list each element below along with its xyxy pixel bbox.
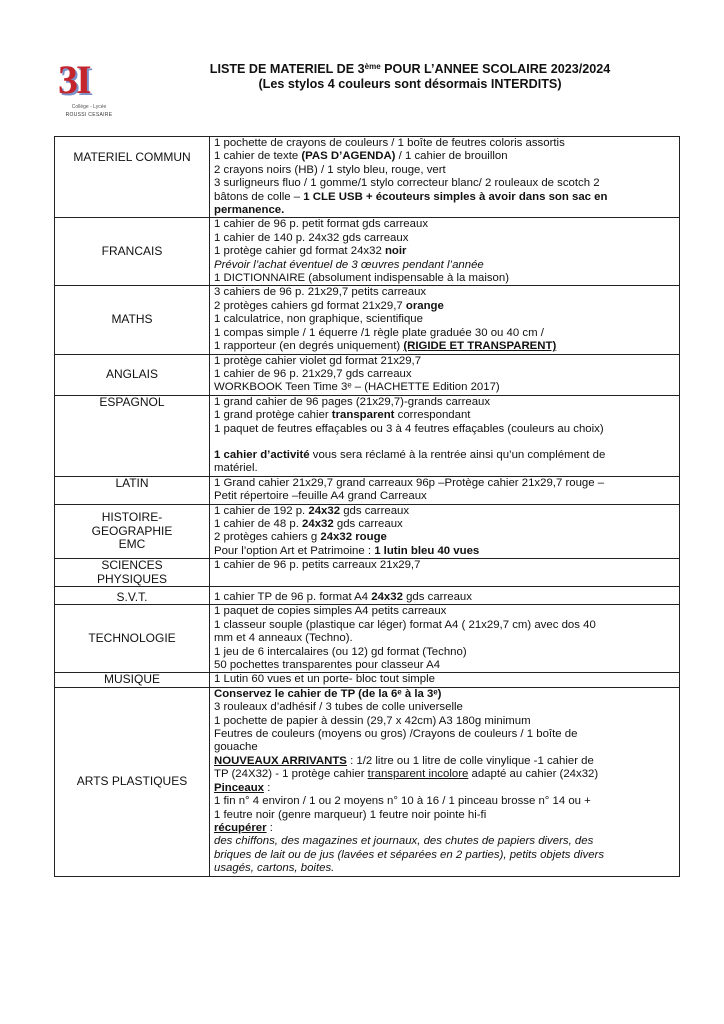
subject-cell [55,395,210,476]
item-line: 1 protège cahier violet gd format 21x29,7 [214,354,422,367]
item-line: 1 cahier de 192 p. 24x32 gds carreaux [214,504,410,517]
subject-cell [55,687,210,876]
item-line: 1 cahier de 140 p. 24x32 gds carreaux [214,231,409,244]
spacer [214,436,675,449]
item-line: gouache [214,741,258,754]
item-line: Petit répertoire –feuille A4 grand Carreaux [214,490,427,503]
item-line: 1 fin n° 4 environ / 1 ou 2 moyens n° 10 à 16 / 1 pinceau brosse n° 14 ou + [214,795,591,808]
item-line: 1 Lutin 60 vues et un porte- bloc tout simple [214,673,435,686]
content-cell [210,395,680,476]
item-line: 3 surligneurs fluo / 1 gomme/1 stylo correcteur blanc/ 2 rouleaux de scotch 2 [214,177,600,190]
table-row [55,605,680,673]
subject-label: TECHNOLOGIE [88,631,176,646]
item-line: 1 cahier de 96 p. petit format gds carreaux [214,218,429,231]
table-row [55,559,680,587]
subject-label: MATHS [111,312,153,327]
item-line: 1 classeur souple (plastique car léger) format A4 ( 21x29,7 cm) avec dos 40 [214,618,596,631]
content-cell [210,605,680,673]
item-line: 1 pochette de crayons de couleurs / 1 boîte de feutres coloris assortis [214,137,565,149]
item-line: 1 paquet de feutres effaçables ou 3 à 4 feutres effaçables (couleurs au choix) [214,422,604,435]
content-cell [210,218,680,286]
item-line: récupérer : [214,821,273,834]
item-line: 1 cahier TP de 96 p. format A4 24x32 gds carreaux [214,591,472,603]
content-cell [210,687,680,876]
page-subtitle: (Les stylos 4 couleurs sont désormais INTERDITS) [258,77,562,91]
title-post: POUR L’ANNEE SCOLAIRE 2023/2024 [380,62,611,76]
item-line: 50 pochettes transparentes pour classeur A4 [214,659,441,672]
subject-label: PHYSIQUES [96,571,168,586]
item-line: 1 paquet de copies simples A4 petits carreaux [214,605,447,618]
title-line [150,62,670,77]
item-line: mm et 4 anneaux (Techno). [214,632,353,645]
item-line: 1 cahier de 48 p. 24x32 gds carreaux [214,517,403,530]
table-row [55,137,680,218]
supplies-table [54,136,680,877]
item-line: 2 protèges cahiers g 24x32 rouge [214,531,387,544]
item-line: Feutres de couleurs (moyens ou gros) /Crayons de couleurs / 1 boîte de [214,728,578,741]
item-line: matériel. [214,462,258,475]
item-line: Pour l’option Art et Patrimoine : 1 lutin bleu 40 vues [214,544,480,557]
subject-cell [55,559,210,587]
item-line: 1 DICTIONNAIRE (absolument indispensable à la maison) [214,272,510,285]
content-cell [210,559,680,587]
subject-cell [55,137,210,218]
item-line: 1 calculatrice, non graphique, scientifique [214,313,423,326]
item-line: 1 feutre noir (genre marqueur) 1 feutre noir pointe hi-fi [214,808,487,821]
content-cell [210,476,680,504]
subject-label: HISTOIRE- [101,510,163,525]
school-logo [56,58,118,128]
item-line: 1 cahier de 96 p. petits carreaux 21x29,7 [214,559,421,572]
content-cell [210,137,680,218]
item-line: 1 grand cahier de 96 pages (21x29,7)-grands carreaux [214,395,491,408]
item-line: Pinceaux : [214,781,271,794]
page-title [150,62,670,92]
item-line: 2 crayons noirs (HB) / 1 stylo bleu, rouge, vert [214,163,446,176]
title-pre: LISTE DE MATERIEL DE 3 [209,62,365,76]
subject-label: ESPAGNOL [99,395,165,409]
item-line: 1 Grand cahier 21x29,7 grand carreaux 96p –Protège cahier 21x29,7 rouge – [214,476,605,489]
subject-label: MUSIQUE [103,672,160,687]
subject-cell [55,605,210,673]
item-line: 3 cahiers de 96 p. 21x29,7 petits carreaux [214,286,427,299]
table-row [55,587,680,605]
item-line: 1 rapporteur (en degrés uniquement) (RIGIDE ET TRANSPARENT) [214,340,557,353]
item-line: briques de lait ou de jus (lavées et séparées en 2 parties), petits objets divers [214,848,605,861]
table-row [55,476,680,504]
subject-label: FRANCAIS [101,244,163,259]
item-line: 1 protège cahier gd format 24x32 noir [214,245,407,258]
table-row [55,673,680,687]
item-line: Prévoir l’achat éventuel de 3 œuvres pendant l’année [214,258,484,271]
subject-label: SCIENCES [101,558,163,573]
subject-cell [55,587,210,605]
item-line: Conservez le cahier de TP (de la 6ᵉ à la 3ᵉ) [214,687,442,700]
logo-line2: ROUSSI CESAIRE [65,112,113,118]
item-line: bâtons de colle – 1 CLE USB + écouteurs simples à avoir dans son sac en [214,190,608,203]
item-line: 2 protèges cahiers gd format 21x29,7 orange [214,299,444,312]
item-line: NOUVEAUX ARRIVANTS : 1/2 litre ou 1 litre de colle vinylique -1 cahier de [214,754,594,767]
item-line: permanence. [214,204,285,217]
content-cell [210,504,680,559]
content-cell [210,587,680,605]
table-row [55,687,680,876]
item-line: 1 cahier de texte (PAS D’AGENDA) / 1 cahier de brouillon [214,150,508,163]
subject-label: MATERIEL COMMUN [73,150,191,164]
table-row [55,218,680,286]
subject-cell [55,286,210,354]
content-cell [210,673,680,687]
subject-cell [55,354,210,395]
subject-cell [55,673,210,687]
content-cell [210,354,680,395]
content-cell [210,286,680,354]
item-line: des chiffons, des magazines et journaux, des chutes de papiers divers, des [214,835,594,848]
subject-cell [55,504,210,559]
table-row [55,354,680,395]
subject-label: S.V.T. [116,590,148,604]
subject-label: ARTS PLASTIQUES [76,773,188,788]
item-line: 1 grand protège cahier transparent correspondant [214,409,471,422]
subject-label: EMC [118,537,146,552]
item-line: 3 rouleaux d’adhésif / 3 tubes de colle universelle [214,701,463,714]
title-sup: ème [364,62,381,71]
logo-line1: Collège - Lycée [71,104,107,110]
table-row [55,504,680,559]
subject-cell [55,218,210,286]
subject-label: LATIN [115,476,149,490]
table-row [55,395,680,476]
item-line: 1 cahier de 96 p. 21x29,7 gds carreaux [214,367,412,380]
subject-label: GEOGRAPHIE [91,523,173,538]
table-row [55,286,680,354]
item-line: 1 compas simple / 1 équerre /1 règle plate graduée 30 ou 40 cm / [214,326,544,339]
item-line: 1 jeu de 6 intercalaires (ou 12) gd format (Techno) [214,645,467,658]
logo-mark: 3I [58,57,90,102]
subject-cell [55,476,210,504]
item-line: usagés, cartons, boites. [214,862,335,875]
item-line: 1 pochette de papier à dessin (29,7 x 42cm) A3 180g minimum [214,714,531,727]
item-line: TP (24X32) - 1 protège cahier transparent incolore adapté au cahier (24x32) [214,768,599,781]
subject-label: ANGLAIS [105,366,159,381]
item-line: WORKBOOK Teen Time 3ᵉ – (HACHETTE Edition 2017) [214,381,500,394]
item-line: 1 cahier d’activité vous sera réclamé à la rentrée ainsi qu’un complément de [214,448,606,461]
